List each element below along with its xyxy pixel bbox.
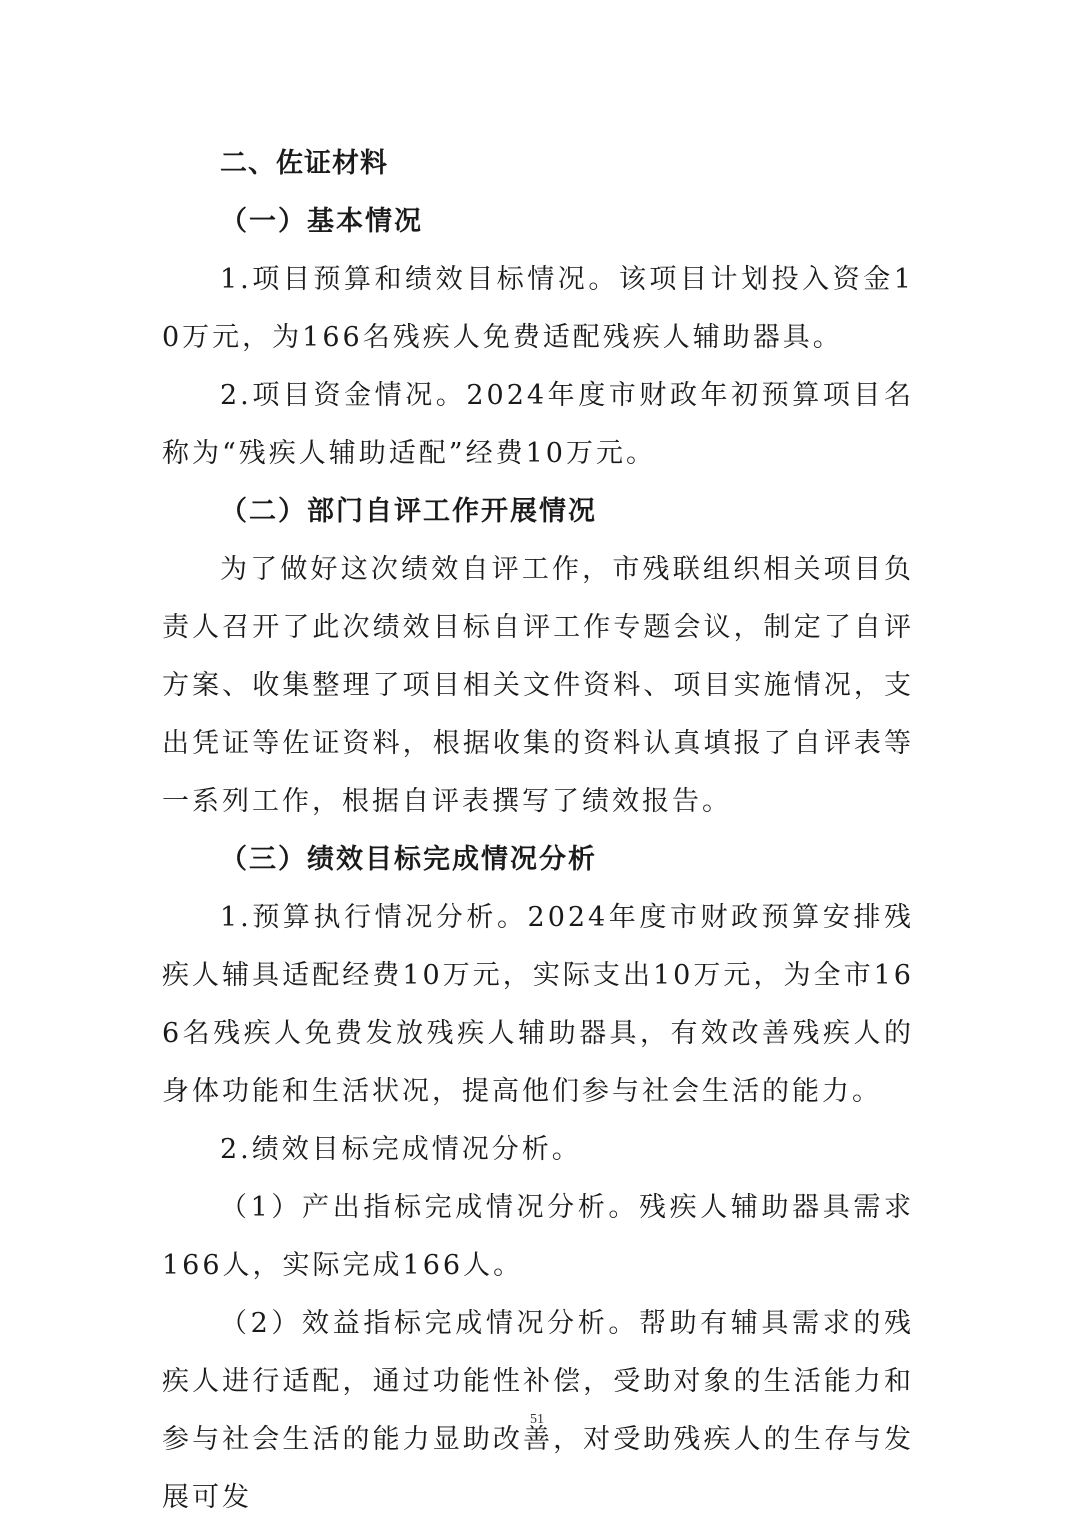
subsection-title-basic-info: （一）基本情况 <box>220 206 423 237</box>
paragraph-self-evaluation: 为了做好这次绩效自评工作，市残联组织相关项目负责人召开了此次绩效目标自评工作专题会议，制定了自评方案、收集整理了项目相关文件资料、项目实施情况，支出凭证等佐证资料，根据收集的资料认真填报了自评表等一系列工作，根据自评表撰写了绩效报告。 <box>162 554 914 817</box>
section-title: 二、佐证材料 <box>220 148 388 179</box>
document-body <box>162 135 914 1527</box>
paragraph-budget-execution: 1.预算执行情况分析。2024年度市财政预算安排残疾人辅具适配经费10万元，实际支出10万元，为全市166名残疾人免费发放残疾人辅助器具，有效改善残疾人的身体功能和生活状况，提高他们参与社会生活的能力。 <box>162 902 914 1107</box>
subsection-title-target-analysis: （三）绩效目标完成情况分析 <box>220 844 597 875</box>
paragraph-benefit-indicators: （2）效益指标完成情况分析。帮助有辅具需求的残疾人进行适配，通过功能性补偿，受助对象的生活能力和参与社会生活的能力显助改善，对受助残疾人的生存与发展可发 <box>162 1308 914 1513</box>
subsection-title-self-evaluation: （二）部门自评工作开展情况 <box>220 496 597 527</box>
paragraph-budget-targets: 1.项目预算和绩效目标情况。该项目计划投入资金10万元，为166名残疾人免费适配残疾人辅助器具。 <box>162 264 914 353</box>
paragraph-funding: 2.项目资金情况。2024年度市财政年初预算项目名称为“残疾人辅助适配”经费10万元。 <box>162 380 914 469</box>
paragraph-output-indicators: （1）产出指标完成情况分析。残疾人辅助器具需求166人，实际完成166人。 <box>162 1192 914 1281</box>
page-number: 51 <box>530 1412 544 1427</box>
paragraph-target-completion: 2.绩效目标完成情况分析。 <box>220 1134 582 1165</box>
